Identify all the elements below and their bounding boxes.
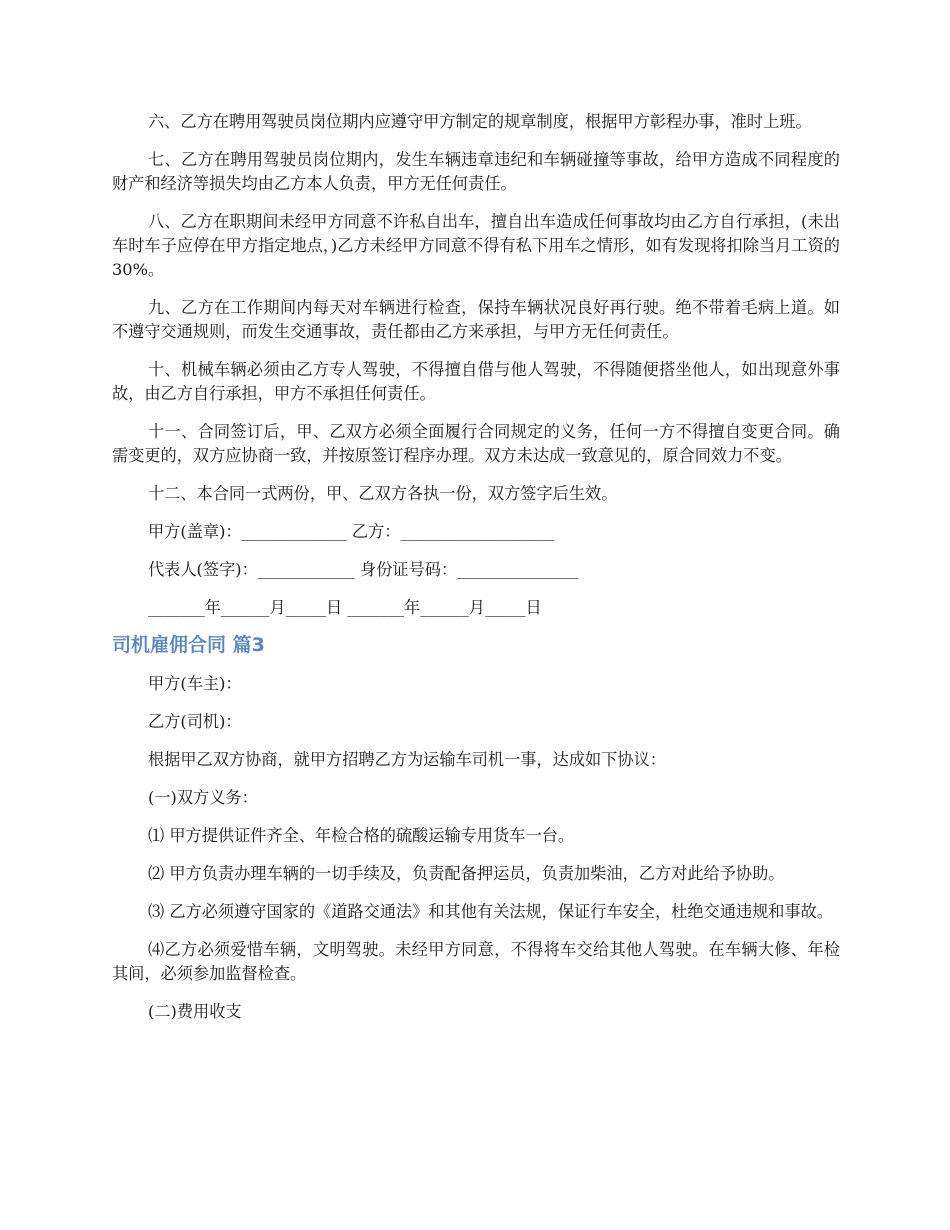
section-heading: 司机雇佣合同 篇3: [112, 634, 265, 656]
document-body: [112, 110, 840, 1024]
signature-line-representative: 代表人(签字)：____________ 身份证号码：_______________: [148, 560, 579, 579]
signature-line-date: _______年______月_____日 _______年______月_____日: [148, 598, 542, 617]
clause-7: 七、乙方在聘用驾驶员岗位期内，发生车辆违章违纪和车辆碰撞等事故，给甲方造成不同程度的财产和经济等损失均由乙方本人负责，甲方无任何责任。: [112, 150, 840, 193]
agreement-intro: 根据甲乙双方协商，就甲方招聘乙方为运输车司机一事，达成如下协议：: [148, 750, 666, 769]
signature-line-party-a: 甲方(盖章)：_____________ 乙方：___________________: [148, 522, 555, 541]
duty-item-4: ⑷乙方必须爱惜车辆，文明驾驶。未经甲方同意，不得将车交给其他人驾驶。在车辆大修、年检其间，必须参加监督检查。: [112, 940, 840, 983]
part-2-title: (二)费用收支: [148, 1002, 242, 1021]
clause-10: 十、机械车辆必须由乙方专人驾驶，不得擅自借与他人驾驶，不得随便搭坐他人，如出现意外事故，由乙方自行承担，甲方不承担任何责任。: [112, 360, 840, 403]
clause-12: 十二、本合同一式两份，甲、乙双方各执一份，双方签字后生效。: [148, 484, 618, 503]
duty-item-2: ⑵ 甲方负责办理车辆的一切手续及，负责配备押运员，负责加柴油，乙方对此给予协助。: [148, 864, 785, 883]
party-a-label: 甲方(车主)：: [148, 674, 242, 693]
part-1-title: (一)双方义务：: [148, 788, 258, 807]
clause-6: 六、乙方在聘用驾驶员岗位期内应遵守甲方制定的规章制度，根据甲方彰程办事，准时上班。: [148, 112, 812, 131]
party-b-label: 乙方(司机)：: [148, 712, 242, 731]
clause-9: 九、乙方在工作期间内每天对车辆进行检查，保持车辆状况良好再行驶。绝不带着毛病上道。如不遵守交通规则，而发生交通事故，责任都由乙方来承担，与甲方无任何责任。: [112, 298, 840, 341]
clause-11: 十一、合同签订后，甲、乙双方必须全面履行合同规定的义务，任何一方不得擅自变更合同。确需变更的，双方应协商一致，并按原签订程序办理。双方未达成一致意见的，原合同效力不变。: [112, 422, 840, 465]
duty-item-3: ⑶ 乙方必须遵守国家的《道路交通法》和其他有关法规，保证行车安全，杜绝交通违规和事故。: [148, 902, 834, 921]
duty-item-1: ⑴ 甲方提供证件齐全、年检合格的硫酸运输专用货车一台。: [148, 826, 575, 845]
clause-8: 八、乙方在职期间未经甲方同意不许私自出车，擅自出车造成任何事故均由乙方自行承担，(未出车时车子应停在甲方指定地点，)乙方未经甲方同意不得有私下用车之情形，如有发现将扣除当月工资的30%。: [112, 212, 840, 279]
